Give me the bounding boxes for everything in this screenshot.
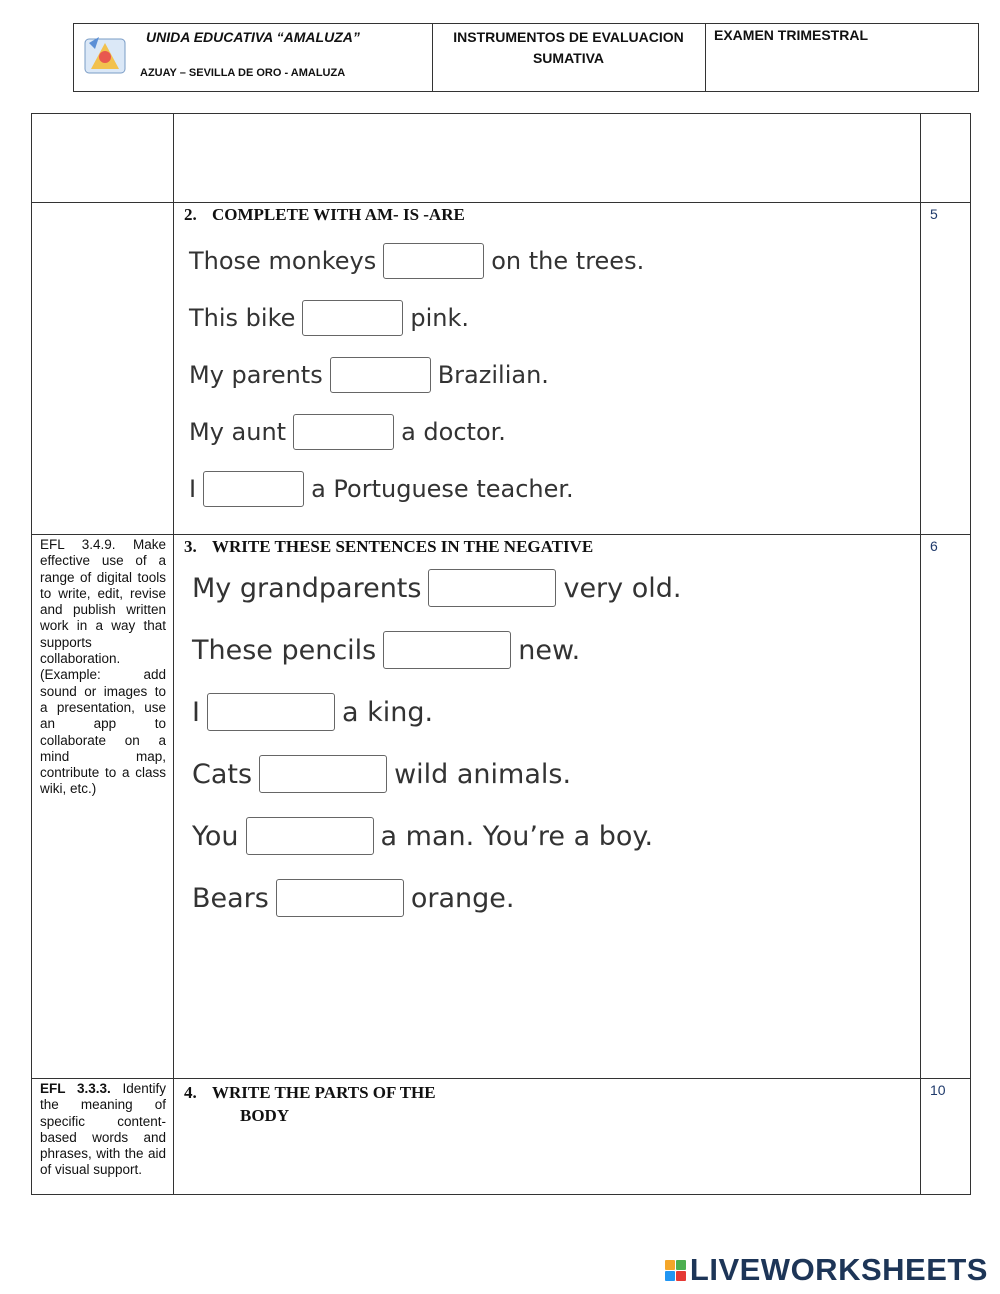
points-cell	[921, 535, 971, 1079]
standard-cell	[32, 114, 174, 203]
header-school-cell	[74, 24, 433, 91]
points-cell	[921, 203, 971, 535]
brand-name: LIVEWORKSHEETS	[689, 1252, 988, 1287]
answer-blank[interactable]	[293, 414, 394, 450]
standard-cell	[32, 535, 174, 1079]
sentence: My aunt a doctor.	[189, 403, 920, 460]
header-instrument-cell	[432, 24, 706, 91]
sentence: This bike pink.	[189, 289, 920, 346]
school-name: UNIDA EDUCATIVA “AMALUZA”	[146, 29, 360, 45]
answer-blank[interactable]	[259, 755, 387, 793]
question-3-points: 6	[930, 538, 938, 554]
question-2-title: 2. COMPLETE WITH AM- IS -ARE	[184, 205, 465, 224]
instrument-title	[432, 27, 705, 69]
question-3-sentences	[174, 557, 920, 929]
question-2-cell	[174, 203, 921, 535]
question-3-title: 3. WRITE THESE SENTENCES IN THE NEGATIVE	[184, 537, 594, 556]
header-table	[73, 23, 979, 92]
question-4-standard	[32, 1079, 173, 1179]
answer-blank[interactable]	[246, 817, 374, 855]
exam-table	[31, 113, 971, 1195]
table-row	[32, 114, 971, 203]
question-3-standard: EFL 3.4.9. Make effective use of a range of digital tools to write, edit, revise and publish written work in a way that supports collaboration. (Example: add sound or images to a presentation, use an app to collaborate on a mind map, contribute to a class wiki, etc.)	[40, 537, 166, 797]
liveworksheets-brand	[665, 1252, 988, 1288]
sentence: Bears orange.	[192, 867, 920, 929]
sentence: My grandparents very old.	[192, 557, 920, 619]
question-3-cell	[174, 535, 921, 1079]
question-4-title: 4. WRITE THE PARTS OF THE BODY	[184, 1083, 436, 1125]
sentence: Cats wild animals.	[192, 743, 920, 805]
liveworksheets-logo-icon	[665, 1260, 686, 1281]
sentence: Those monkeys on the trees.	[189, 232, 920, 289]
table-row	[32, 535, 971, 1079]
school-logo-icon	[81, 31, 131, 79]
school-location: AZUAY – SEVILLA DE ORO - AMALUZA	[140, 67, 346, 79]
table-row	[32, 203, 971, 535]
answer-blank[interactable]	[276, 879, 404, 917]
question-2-sentences	[174, 232, 920, 517]
answer-blank[interactable]	[207, 693, 335, 731]
exam-type: EXAMEN TRIMESTRAL	[714, 27, 868, 43]
sentence: My parents Brazilian.	[189, 346, 920, 403]
question-4-cell	[174, 1079, 921, 1195]
question-4-points: 10	[930, 1082, 946, 1098]
points-cell	[921, 114, 971, 203]
sentence: I a king.	[192, 681, 920, 743]
standard-cell	[32, 203, 174, 535]
sentence: I a Portuguese teacher.	[189, 460, 920, 517]
standard-code: EFL 3.3.3.	[40, 1081, 111, 1096]
header-exam-cell	[705, 24, 978, 91]
question-2-points: 5	[930, 206, 938, 222]
answer-blank[interactable]	[330, 357, 431, 393]
answer-blank[interactable]	[428, 569, 556, 607]
answer-blank[interactable]	[203, 471, 304, 507]
instrument-line-2: SUMATIVA	[532, 50, 605, 66]
answer-blank[interactable]	[383, 631, 511, 669]
table-row	[32, 1079, 971, 1195]
instrument-line-1: INSTRUMENTOS DE EVALUACION	[453, 29, 684, 45]
sentence: These pencils new.	[192, 619, 920, 681]
standard-text: Identify the meaning of specific content-based words and phrases, with the aid of visual support.	[40, 1081, 166, 1178]
standard-cell	[32, 1079, 174, 1195]
sentence: You a man. You’re a boy.	[192, 805, 920, 867]
answer-blank[interactable]	[383, 243, 484, 279]
answer-blank[interactable]	[302, 300, 403, 336]
content-cell	[174, 114, 921, 203]
points-cell	[921, 1079, 971, 1195]
